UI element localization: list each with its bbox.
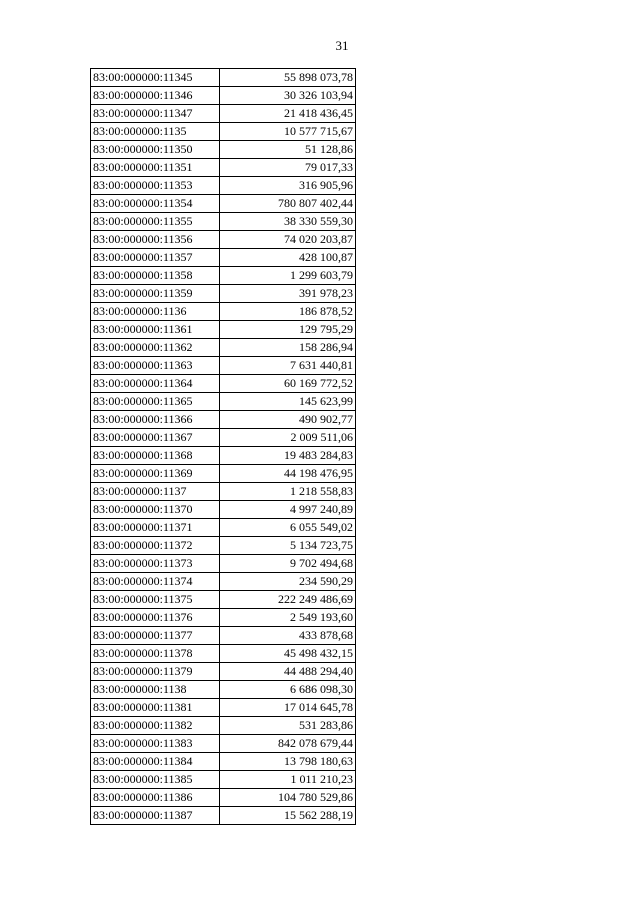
table-row xyxy=(91,141,356,159)
cadastral-number-cell: 83:00:000000:11359 xyxy=(91,285,220,303)
cadastral-value-cell: 780 807 402,44 xyxy=(220,195,356,213)
table-row xyxy=(91,159,356,177)
cadastral-number-cell: 83:00:000000:11363 xyxy=(91,357,220,375)
cadastral-value-cell: 433 878,68 xyxy=(220,627,356,645)
cadastral-number-cell: 83:00:000000:11357 xyxy=(91,249,220,267)
cadastral-number-cell: 83:00:000000:11362 xyxy=(91,339,220,357)
cadastral-value-cell: 531 283,86 xyxy=(220,717,356,735)
cadastral-value-cell: 222 249 486,69 xyxy=(220,591,356,609)
cadastral-value-cell: 5 134 723,75 xyxy=(220,537,356,555)
table-row xyxy=(91,789,356,807)
cadastral-number-cell: 83:00:000000:11370 xyxy=(91,501,220,519)
cadastral-number-cell: 83:00:000000:11367 xyxy=(91,429,220,447)
cadastral-value-cell: 316 905,96 xyxy=(220,177,356,195)
cadastral-value-cell: 1 218 558,83 xyxy=(220,483,356,501)
table-row xyxy=(91,771,356,789)
cadastral-value-cell: 9 702 494,68 xyxy=(220,555,356,573)
cadastral-value-cell: 1 011 210,23 xyxy=(220,771,356,789)
cadastral-number-cell: 83:00:000000:1137 xyxy=(91,483,220,501)
cadastral-value-cell: 44 488 294,40 xyxy=(220,663,356,681)
cadastral-value-cell: 13 798 180,63 xyxy=(220,753,356,771)
cadastral-number-cell: 83:00:000000:11369 xyxy=(91,465,220,483)
table-row xyxy=(91,267,356,285)
cadastral-value-cell: 391 978,23 xyxy=(220,285,356,303)
table-row xyxy=(91,285,356,303)
cadastral-number-cell: 83:00:000000:11378 xyxy=(91,645,220,663)
cadastral-number-cell: 83:00:000000:11354 xyxy=(91,195,220,213)
table-row xyxy=(91,573,356,591)
cadastral-value-cell: 30 326 103,94 xyxy=(220,87,356,105)
table-row xyxy=(91,447,356,465)
cadastral-number-cell: 83:00:000000:11350 xyxy=(91,141,220,159)
cadastral-value-table xyxy=(90,68,356,825)
cadastral-value-cell: 51 128,86 xyxy=(220,141,356,159)
cadastral-number-cell: 83:00:000000:11373 xyxy=(91,555,220,573)
table-row xyxy=(91,807,356,825)
table-row xyxy=(91,519,356,537)
cadastral-number-cell: 83:00:000000:11346 xyxy=(91,87,220,105)
table-row xyxy=(91,591,356,609)
cadastral-value-cell: 6 055 549,02 xyxy=(220,519,356,537)
cadastral-number-cell: 83:00:000000:11368 xyxy=(91,447,220,465)
cadastral-number-cell: 83:00:000000:11358 xyxy=(91,267,220,285)
cadastral-number-cell: 83:00:000000:11385 xyxy=(91,771,220,789)
table-row xyxy=(91,105,356,123)
cadastral-value-cell: 2 549 193,60 xyxy=(220,609,356,627)
table-row xyxy=(91,465,356,483)
table-row xyxy=(91,645,356,663)
cadastral-value-cell: 44 198 476,95 xyxy=(220,465,356,483)
cadastral-number-cell: 83:00:000000:1135 xyxy=(91,123,220,141)
table-row xyxy=(91,339,356,357)
cadastral-value-cell: 234 590,29 xyxy=(220,573,356,591)
table-row xyxy=(91,213,356,231)
table-row xyxy=(91,375,356,393)
cadastral-value-cell: 74 020 203,87 xyxy=(220,231,356,249)
page-number: 31 xyxy=(335,38,349,53)
cadastral-number-cell: 83:00:000000:11382 xyxy=(91,717,220,735)
cadastral-value-cell: 79 017,33 xyxy=(220,159,356,177)
cadastral-value-cell: 7 631 440,81 xyxy=(220,357,356,375)
cadastral-number-cell: 83:00:000000:11381 xyxy=(91,699,220,717)
cadastral-number-cell: 83:00:000000:11372 xyxy=(91,537,220,555)
table-row xyxy=(91,501,356,519)
cadastral-number-cell: 83:00:000000:11374 xyxy=(91,573,220,591)
cadastral-number-cell: 83:00:000000:11371 xyxy=(91,519,220,537)
cadastral-value-cell: 17 014 645,78 xyxy=(220,699,356,717)
cadastral-number-cell: 83:00:000000:11384 xyxy=(91,753,220,771)
table-row xyxy=(91,609,356,627)
cadastral-value-cell: 490 902,77 xyxy=(220,411,356,429)
cadastral-value-cell: 428 100,87 xyxy=(220,249,356,267)
cadastral-value-cell: 60 169 772,52 xyxy=(220,375,356,393)
cadastral-value-cell: 1 299 603,79 xyxy=(220,267,356,285)
table-row xyxy=(91,87,356,105)
cadastral-number-cell: 83:00:000000:11356 xyxy=(91,231,220,249)
cadastral-number-cell: 83:00:000000:11364 xyxy=(91,375,220,393)
table-row xyxy=(91,393,356,411)
cadastral-value-cell: 6 686 098,30 xyxy=(220,681,356,699)
table-row xyxy=(91,321,356,339)
table-row xyxy=(91,303,356,321)
cadastral-number-cell: 83:00:000000:11379 xyxy=(91,663,220,681)
cadastral-number-cell: 83:00:000000:11347 xyxy=(91,105,220,123)
table-row xyxy=(91,231,356,249)
table-row xyxy=(91,681,356,699)
cadastral-value-cell: 2 009 511,06 xyxy=(220,429,356,447)
cadastral-number-cell: 83:00:000000:11353 xyxy=(91,177,220,195)
cadastral-value-cell: 4 997 240,89 xyxy=(220,501,356,519)
table-row xyxy=(91,249,356,267)
cadastral-value-cell: 45 498 432,15 xyxy=(220,645,356,663)
table-row xyxy=(91,483,356,501)
table-row xyxy=(91,429,356,447)
cadastral-number-cell: 83:00:000000:11375 xyxy=(91,591,220,609)
table-row xyxy=(91,69,356,87)
cadastral-value-cell: 158 286,94 xyxy=(220,339,356,357)
cadastral-number-cell: 83:00:000000:11387 xyxy=(91,807,220,825)
table-row xyxy=(91,627,356,645)
table-row xyxy=(91,411,356,429)
table-row xyxy=(91,177,356,195)
cadastral-number-cell: 83:00:000000:11377 xyxy=(91,627,220,645)
cadastral-value-cell: 55 898 073,78 xyxy=(220,69,356,87)
table-row xyxy=(91,555,356,573)
table-row xyxy=(91,357,356,375)
cadastral-value-cell: 10 577 715,67 xyxy=(220,123,356,141)
table-body xyxy=(91,69,356,825)
table-row xyxy=(91,537,356,555)
cadastral-number-cell: 83:00:000000:11376 xyxy=(91,609,220,627)
table-row xyxy=(91,735,356,753)
cadastral-value-cell: 104 780 529,86 xyxy=(220,789,356,807)
table-row xyxy=(91,195,356,213)
cadastral-number-cell: 83:00:000000:1136 xyxy=(91,303,220,321)
cadastral-value-cell: 145 623,99 xyxy=(220,393,356,411)
cadastral-number-cell: 83:00:000000:11351 xyxy=(91,159,220,177)
table-row xyxy=(91,753,356,771)
cadastral-value-cell: 21 418 436,45 xyxy=(220,105,356,123)
table-row xyxy=(91,717,356,735)
cadastral-value-cell: 129 795,29 xyxy=(220,321,356,339)
cadastral-number-cell: 83:00:000000:11366 xyxy=(91,411,220,429)
cadastral-number-cell: 83:00:000000:11383 xyxy=(91,735,220,753)
cadastral-value-cell: 15 562 288,19 xyxy=(220,807,356,825)
cadastral-number-cell: 83:00:000000:11355 xyxy=(91,213,220,231)
cadastral-number-cell: 83:00:000000:11345 xyxy=(91,69,220,87)
cadastral-number-cell: 83:00:000000:11386 xyxy=(91,789,220,807)
table-row xyxy=(91,663,356,681)
table-row xyxy=(91,123,356,141)
cadastral-value-cell: 842 078 679,44 xyxy=(220,735,356,753)
cadastral-number-cell: 83:00:000000:11365 xyxy=(91,393,220,411)
cadastral-value-cell: 38 330 559,30 xyxy=(220,213,356,231)
table-row xyxy=(91,699,356,717)
cadastral-value-cell: 19 483 284,83 xyxy=(220,447,356,465)
cadastral-number-cell: 83:00:000000:1138 xyxy=(91,681,220,699)
cadastral-number-cell: 83:00:000000:11361 xyxy=(91,321,220,339)
cadastral-value-cell: 186 878,52 xyxy=(220,303,356,321)
